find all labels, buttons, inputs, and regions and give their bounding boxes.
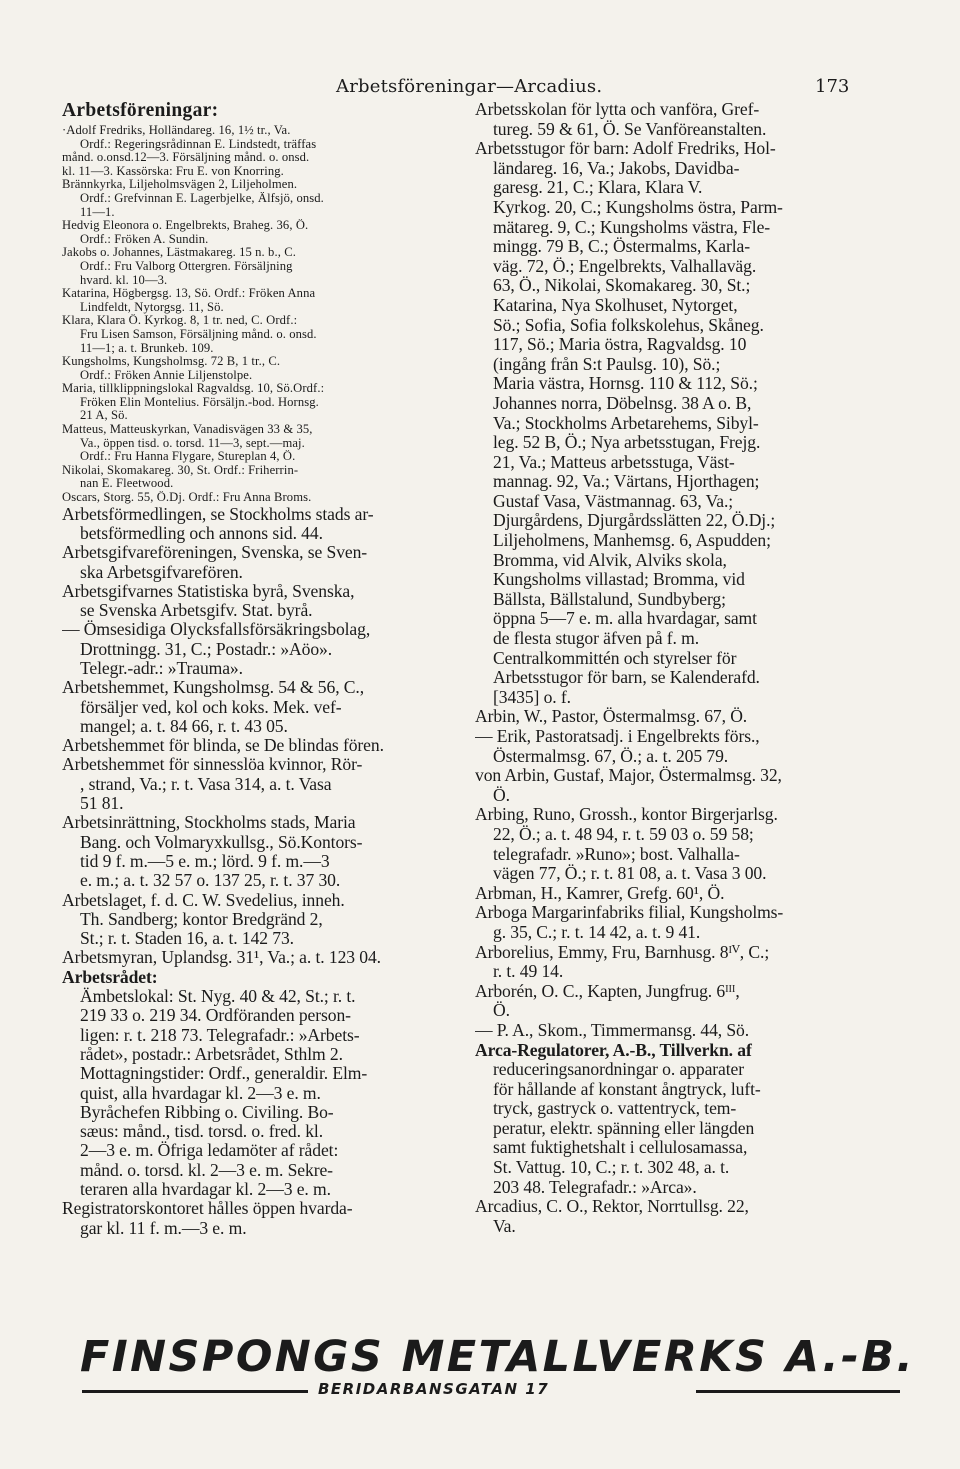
entry-line: Klara, Klara Ö. Kyrkog. 8, 1 tr. ned, C. Ordf.: xyxy=(62,314,298,328)
entry-line: Arbetshemmet, Kungsholmsg. 54 & 56, C., xyxy=(62,678,365,698)
entry-line: Maria västra, Hornsg. 110 & 112, Sö.; xyxy=(493,374,758,394)
entry-line: Arca-Regulatorer, A.-B., Tillverkn. af xyxy=(475,1040,752,1060)
entry-line: Bang. och Volmaryxkullsg., Sö.Kontors- xyxy=(80,832,363,852)
entry-line: peratur, elektr. spänning eller längden xyxy=(493,1118,755,1138)
entry-line: mannag. 92, Va.; Värtans, Hjorthagen; xyxy=(493,472,760,492)
entry-line: Arbetsförmedlingen, se Stockholms stads ar- xyxy=(62,504,374,524)
entry-line: 21 A, Sö. xyxy=(80,409,128,423)
entry-line: e. m.; a. t. 32 57 o. 137 25, r. t. 37 30. xyxy=(80,871,341,891)
entry-line: Arbing, Runo, Grossh., kontor Birgerjarlsg. xyxy=(475,805,778,825)
entry-line: se Svenska Arbetsgifv. Stat. byrå. xyxy=(80,601,313,621)
entry-line: telegrafadr. »Runo»; bost. Valhalla- xyxy=(493,844,740,864)
entry-line: månd. o. torsd. kl. 2—3 e. m. Sekre- xyxy=(80,1160,333,1180)
entry-line: kl. 11—3. Kassörska: Fru E. von Knorring. xyxy=(62,164,284,178)
entry-line: Ordf.: Fröken Annie Liljenstolpe. xyxy=(80,368,253,382)
entry-line: mangel; a. t. 84 66, r. t. 43 05. xyxy=(80,716,288,736)
entry-line: Th. Sandberg; kontor Bredgränd 2, xyxy=(80,909,323,929)
entry-line: [3435] o. f. xyxy=(493,687,571,707)
entry-line: Jakobs o. Johannes, Lästmakareg. 15 n. b., C. xyxy=(62,246,296,260)
entry-line: Liljeholmens, Manhemsg. 6, Aspudden; xyxy=(493,531,771,551)
entry-line: ligen: r. t. 218 73. Telegrafadr.: »Arbets- xyxy=(80,1025,360,1045)
entry-line: Ordf.: Grefvinnan E. Lagerbjelke, Älfsjö, onsd. xyxy=(80,191,324,205)
entry-line: von Arbin, Gustaf, Major, Östermalmsg. 32, xyxy=(475,766,782,786)
advertisement xyxy=(80,1332,916,1412)
entry-line: Arbman, H., Kamrer, Grefg. 60¹, Ö. xyxy=(475,883,725,903)
entry-line: Va.; Stockholms Arbetarehems, Sibyl- xyxy=(493,413,759,433)
entry-line: Ämbetslokal: St. Nyg. 40 & 42, St.; r. t. xyxy=(80,987,356,1007)
entry-line: Fröken Elin Montelius. Försäljn.-bod. Hornsg. xyxy=(80,395,319,409)
entry-line: Ordf.: Fru Valborg Ottergren. Försäljning xyxy=(80,259,293,273)
entry-line: Fru Lisen Samson, Försäljning månd. o. onsd. xyxy=(80,327,317,341)
entry-line: Djurgårdens, Djurgårdsslätten 22, Ö.Dj.; xyxy=(493,511,776,531)
entry-line: Maria, tillklippningslokal Ragvaldsg. 10, Sö.Ordf.: xyxy=(62,382,325,396)
entry-line: Arbetsgifvareföreningen, Svenska, se Sven- xyxy=(62,543,368,563)
entry-line: 63, Ö., Nikolai, Skomakareg. 30, St.; xyxy=(493,276,751,296)
entry-line: 2—3 e. m. Öfriga ledamöter af rådet: xyxy=(80,1141,339,1161)
entry-line: månd. o.onsd.12—3. Försäljning månd. o. onsd. xyxy=(62,151,310,165)
entry-line: Byråchefen Ribbing o. Civiling. Bo- xyxy=(80,1102,334,1122)
entry-line: Arbetsstugor för barn: Adolf Fredriks, Hol- xyxy=(475,139,776,159)
entry-line: tid 9 f. m.—5 e. m.; lörd. 9 f. m.—3 xyxy=(80,851,330,871)
entry-line: Drottningg. 31, C.; Postadr.: »Aöo». xyxy=(80,639,333,659)
ad-rule-left xyxy=(82,1390,308,1393)
entry-line: Katarina, Nya Skolhuset, Nytorget, xyxy=(493,295,738,315)
entry-line: Brännkyrka, Liljeholmsvägen 2, Liljeholmen. xyxy=(62,178,298,192)
entry-line: Katarina, Högbergsg. 13, Sö. Ordf.: Fröken Anna xyxy=(62,287,316,301)
entry-line: Centralkommittén och styrelser för xyxy=(493,648,737,668)
entry-line: gar kl. 11 f. m.—3 e. m. xyxy=(80,1218,247,1238)
entry-line: St. Vattug. 10, C.; r. t. 302 48, a. t. xyxy=(493,1158,730,1178)
left-column xyxy=(62,100,470,1238)
entry-line: de flesta stugor äfven på f. m. xyxy=(493,629,699,649)
entry-line: Ordf.: Fru Hanna Flygare, Stureplan 4, Ö. xyxy=(80,450,296,464)
entry-line: Arbetsmyran, Uplandsg. 31¹, Va.; a. t. 123 04. xyxy=(62,948,381,968)
entry-line: Gustaf Vasa, Västmannag. 63, Va.; xyxy=(493,491,734,511)
entry-line: Arborén, O. C., Kapten, Jungfrug. 6ᴵᴵᴵ, xyxy=(475,981,740,1001)
entry-line: mätareg. 9, C.; Kungsholms västra, Fle- xyxy=(493,217,771,237)
entry-line: mingg. 79 B, C.; Östermalms, Karla- xyxy=(493,237,750,257)
entry-line: garesg. 21, C.; Klara, Klara V. xyxy=(493,178,703,198)
section-heading: Arbetsföreningar: xyxy=(62,100,219,121)
entry-line: 21, Va.; Matteus arbetsstuga, Väst- xyxy=(493,452,735,472)
entry-line: Arcadius, C. O., Rektor, Norrtullsg. 22, xyxy=(475,1197,749,1217)
small-entries xyxy=(62,124,470,505)
entry-line: Johannes norra, Döbelnsg. 38 A o. B, xyxy=(493,393,752,413)
entry-line: Arbin, W., Pastor, Östermalmsg. 67, Ö. xyxy=(475,707,748,727)
entry-line: Arboga Margarinfabriks filial, Kungsholms- xyxy=(475,903,784,923)
entry-line: (ingång från S:t Paulsg. 10), Sö.; xyxy=(493,354,721,374)
entry-line: Östermalmsg. 67, Ö.; a. t. 205 79. xyxy=(493,746,729,766)
advertiser-address: BERIDARBANSGATAN 17 xyxy=(318,1380,550,1398)
entry-line: St.; r. t. Staden 16, a. t. 142 73. xyxy=(80,929,294,949)
entry-line: 117, Sö.; Maria östra, Ragvaldsg. 10 xyxy=(493,335,747,355)
entry-line: Lindfeldt, Nytorgsg. 11, Sö. xyxy=(80,300,224,314)
entry-line: Arbetshemmet för sinnesslöa kvinnor, Rör- xyxy=(62,755,363,775)
page-header xyxy=(0,70,960,100)
entry-line: Va. xyxy=(493,1216,516,1236)
entry-line: försäljer ved, kol och koks. Mek. vef- xyxy=(80,697,342,717)
entry-line: Mottagningstider: Ordf., generaldir. Elm- xyxy=(80,1064,368,1084)
entry-line: Matteus, Matteuskyrkan, Vanadisvägen 33 & 35, xyxy=(62,423,313,437)
entry-line: 11—1; a. t. Brunkeb. 109. xyxy=(80,341,214,355)
entry-line: 203 48. Telegrafadr.: »Arca». xyxy=(493,1177,697,1197)
entry-line: Ordf.: Fröken A. Sundin. xyxy=(80,232,209,246)
entry-line: nan E. Fleetwood. xyxy=(80,477,174,491)
entry-line: väg. 72, Ö.; Engelbrekts, Valhallaväg. xyxy=(493,256,757,276)
entry-line: Ö. xyxy=(493,785,510,805)
entry-line: Ordf.: Regeringsrådinnan E. Lindstedt, träffas xyxy=(80,137,317,151)
page-number: 173 xyxy=(815,76,850,97)
entry-line: Kungsholms, Kungsholmsg. 72 B, 1 tr., C. xyxy=(62,355,281,369)
advertiser-name: FINSPONGS METALLVERKS A.-B. xyxy=(80,1332,916,1382)
entry-line: Telegr.-adr.: »Trauma». xyxy=(80,659,243,678)
entry-line: ska Arbetsgifvarefören. xyxy=(80,562,243,582)
entry-line: Registratorskontoret hålles öppen hvarda- xyxy=(62,1199,353,1219)
entry-line: Oscars, Storg. 55, Ö.Dj. Ordf.: Fru Anna Broms. xyxy=(62,491,312,505)
entry-line: leg. 52 B, Ö.; Nya arbetsstugan, Frejg. xyxy=(493,433,761,453)
entry-line: Arbetshemmet för blinda, se De blindas fören. xyxy=(62,736,384,756)
entry-line: 11—1. xyxy=(80,205,115,219)
entry-line: hvard. kl. 10—3. xyxy=(80,273,168,287)
entry-line: — Ömsesidiga Olycksfallsförsäkringsbolag, xyxy=(62,620,371,640)
entry-line: — P. A., Skom., Timmermansg. 44, Sö. xyxy=(475,1020,750,1040)
entry-line: sæus: månd., tisd. torsd. o. fred. kl. xyxy=(80,1122,323,1142)
entry-line: samt fuktighetshalt i cellulosamassa, xyxy=(493,1138,748,1158)
entry-line: 22, Ö.; a. t. 48 94, r. t. 59 03 o. 59 58; xyxy=(493,824,754,844)
entry-line: 219 33 o. 219 34. Ordföranden person- xyxy=(80,1006,351,1026)
entry-line: rådet», postadr.: Arbetsrådet, Sthlm 2. xyxy=(80,1044,343,1064)
entry-line: vägen 77, Ö.; r. t. 81 08, a. t. Vasa 3 00. xyxy=(493,864,767,884)
entry-line: Arborelius, Emmy, Fru, Barnhusg. 8ᴵⱽ, C.; xyxy=(475,942,770,962)
entry-line: — Erik, Pastoratsadj. i Engelbrekts förs., xyxy=(475,727,760,746)
entry-line: Arbetsinrättning, Stockholms stads, Maria xyxy=(62,813,356,833)
right-column xyxy=(475,100,897,1236)
entry-line: teraren alla hvardagar kl. 2—3 e. m. xyxy=(80,1180,331,1200)
entry-line: Ö. xyxy=(493,1001,510,1021)
entry-line: Hedvig Eleonora o. Engelbrekts, Braheg. 36, Ö. xyxy=(62,219,309,233)
entry-line: Nikolai, Skomakareg. 30, St. Ordf.: Friherrin- xyxy=(62,463,299,477)
entry-line: öppna 5—7 e. m. alla hvardagar, samt xyxy=(493,609,757,629)
entry-line: för hållande af konstant ångtryck, luft- xyxy=(493,1079,761,1099)
entry-line: reduceringsanordningar o. apparater xyxy=(493,1060,744,1080)
entry-line: tureg. 59 & 61, Ö. Se Vanföreanstalten. xyxy=(493,119,767,139)
entry-line: Sö.; Sofia, Sofia folkskolehus, Skåneg. xyxy=(493,315,764,335)
entry-line: Arbetsgifvarnes Statistiska byrå, Svenska, xyxy=(62,581,355,601)
entry-line: Arbetsskolan för lytta och vanföra, Gref- xyxy=(475,100,760,119)
entry-line: 51 81. xyxy=(80,794,124,814)
ad-rule-right xyxy=(696,1390,900,1393)
entry-line: Arbetsstugor för barn, se Kalenderafd. xyxy=(493,668,760,688)
entry-line: g. 35, C.; r. t. 14 42, a. t. 9 41. xyxy=(493,922,701,942)
entry-line: Bällsta, Bällstalund, Sundbyberg; xyxy=(493,589,726,609)
entry-line: quist, alla hvardagar kl. 2—3 e. m. xyxy=(80,1083,321,1103)
large-entries xyxy=(62,505,470,1238)
entry-line: Va., öppen tisd. o. torsd. 11—3, sept.—maj. xyxy=(80,436,305,450)
entry-line: ländareg. 16, Va.; Jakobs, Davidba- xyxy=(493,158,740,178)
entry-line: ·Adolf Fredriks, Holländareg. 16, 1½ tr., Va. xyxy=(62,124,291,137)
entry-line: betsförmedling och annons sid. 44. xyxy=(80,523,323,543)
entry-line: Bromma, vid Alvik, Alviks skola, xyxy=(493,550,727,570)
entry-line: Arbetsrådet: xyxy=(62,967,158,987)
entry-line: r. t. 49 14. xyxy=(493,962,564,982)
entry-line: Kyrkog. 20, C.; Kungsholms östra, Parm- xyxy=(493,197,783,217)
entry-line: Arbetslaget, f. d. C. W. Svedelius, inneh. xyxy=(62,890,345,910)
entry-line: , strand, Va.; r. t. Vasa 314, a. t. Vasa xyxy=(80,774,332,794)
entry-line: Kungsholms villastad; Bromma, vid xyxy=(493,570,745,590)
running-head: Arbetsföreningar—Arcadius. xyxy=(336,76,603,97)
entry-line: tryck, gastryck o. vattentryck, tem- xyxy=(493,1099,737,1119)
